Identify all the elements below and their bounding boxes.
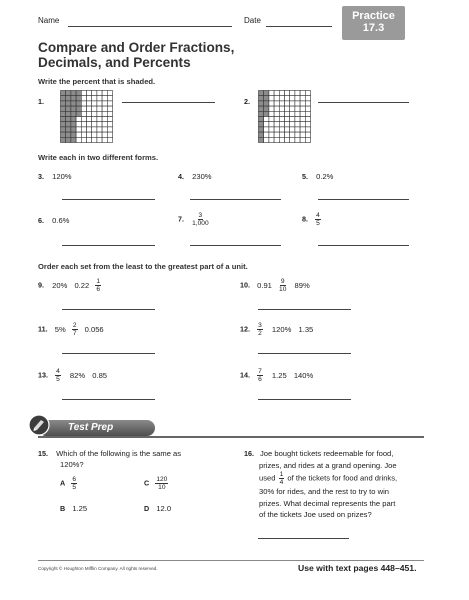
grid-cell xyxy=(97,96,102,101)
grid-cell-shaded xyxy=(71,111,76,116)
grid-cell xyxy=(285,127,290,132)
grid-cell xyxy=(102,106,107,111)
grid-cell-shaded xyxy=(66,106,71,111)
grid-cell-shaded xyxy=(71,117,76,122)
grid-cell xyxy=(305,101,310,106)
grid-cell xyxy=(305,122,310,127)
grid-cell xyxy=(300,117,305,122)
grid-cell xyxy=(107,101,112,106)
grid-cell xyxy=(279,137,284,142)
answer-line[interactable] xyxy=(62,353,155,354)
problem-4: 4. 230% xyxy=(178,172,212,181)
grid-cell xyxy=(81,117,86,122)
grid-cell-shaded xyxy=(76,106,81,111)
practice-badge xyxy=(342,6,405,40)
test-prep-rule xyxy=(38,436,424,438)
grid-cell xyxy=(300,127,305,132)
grid-cell xyxy=(300,101,305,106)
grid-cell xyxy=(274,111,279,116)
grid-cell xyxy=(279,127,284,132)
grid-cell xyxy=(264,132,269,137)
grid-cell xyxy=(279,132,284,137)
grid-cell xyxy=(81,127,86,132)
grid-cell xyxy=(92,91,97,96)
page-title xyxy=(38,40,234,70)
grid-cell xyxy=(102,117,107,122)
grid-cell-shaded xyxy=(71,132,76,137)
fraction: $\frac{3}{1,000}$ xyxy=(192,212,209,227)
answer-line[interactable] xyxy=(62,199,155,200)
grid-cell xyxy=(87,106,92,111)
grid-cell xyxy=(97,91,102,96)
grid-cell xyxy=(269,101,274,106)
grid-cell xyxy=(107,137,112,142)
grid-cell xyxy=(295,101,300,106)
grid-cell xyxy=(269,137,274,142)
grid-cell xyxy=(87,122,92,127)
grid-cell xyxy=(92,137,97,142)
grid-cell-shaded xyxy=(264,96,269,101)
grid-cell xyxy=(295,137,300,142)
problem-14: 14. $\frac{7}{6}$ 1.25 140% xyxy=(240,368,314,383)
grid-cell xyxy=(92,127,97,132)
grid-cell-shaded xyxy=(71,96,76,101)
fraction: $\frac{2}{7}$ xyxy=(72,322,77,337)
grid-cell xyxy=(107,132,112,137)
fraction: $\frac{9}{10}$ xyxy=(279,278,287,293)
grid-cell-shaded xyxy=(76,96,81,101)
answer-line[interactable] xyxy=(62,399,155,400)
grid-cell xyxy=(295,127,300,132)
grid-cell-shaded xyxy=(264,101,269,106)
grid-cell xyxy=(102,111,107,116)
grid-cell-shaded xyxy=(61,137,66,142)
grid-cell xyxy=(290,101,295,106)
grid-cell xyxy=(295,122,300,127)
grid-cell-shaded xyxy=(61,111,66,116)
grid-cell xyxy=(81,137,86,142)
grid-cell xyxy=(274,122,279,127)
problem-8: 8. $\frac{4}{5}$ xyxy=(302,212,320,227)
grid-cell xyxy=(81,122,86,127)
grid-cell xyxy=(269,117,274,122)
grid-cell xyxy=(264,127,269,132)
grid-cell xyxy=(305,106,310,111)
answer-line-1[interactable] xyxy=(122,102,215,103)
grid-cell xyxy=(274,101,279,106)
grid-cell-shaded xyxy=(259,127,264,132)
grid-cell xyxy=(102,137,107,142)
problem-11: 11. 5% $\frac{2}{7}$ 0.056 xyxy=(38,322,104,337)
grid-cell xyxy=(264,122,269,127)
answer-line[interactable] xyxy=(190,245,281,246)
grid-cell xyxy=(92,111,97,116)
grid-cell xyxy=(274,127,279,132)
fraction: $\frac{4}{5}$ xyxy=(316,212,320,227)
option-d[interactable]: D 12.0 xyxy=(144,504,172,513)
fraction: $\frac{4}{5}$ xyxy=(56,368,60,383)
grid-cell-shaded xyxy=(66,96,71,101)
fraction: $\frac{1}{6}$ xyxy=(96,278,101,293)
grid-cell xyxy=(92,122,97,127)
problem-10: 10. 0.91 $\frac{9}{10}$ 89% xyxy=(240,278,310,293)
grid-cell xyxy=(87,91,92,96)
grid-cell xyxy=(285,111,290,116)
grid-cell xyxy=(295,96,300,101)
grid-cell xyxy=(107,111,112,116)
grid-cell-shaded xyxy=(76,111,81,116)
option-a[interactable]: A $\frac{6}{5}$ xyxy=(60,476,76,491)
grid-cell-shaded xyxy=(71,122,76,127)
badge-title: Practice xyxy=(352,10,395,22)
grid-cell xyxy=(279,96,284,101)
grid-cell xyxy=(107,122,112,127)
grid-cell xyxy=(81,91,86,96)
grid-cell xyxy=(285,117,290,122)
fraction: $\frac{6}{5}$ xyxy=(72,476,76,491)
grid-cell xyxy=(290,122,295,127)
answer-line[interactable] xyxy=(190,199,281,200)
copyright: Copyright © Houghton Mifflin Company. All rights reserved. xyxy=(38,566,158,571)
grid-cell-shaded xyxy=(66,101,71,106)
footer-rule xyxy=(38,560,424,561)
answer-line[interactable] xyxy=(258,538,349,539)
pencil-check-icon xyxy=(28,414,50,436)
grid-cell-shaded xyxy=(66,91,71,96)
grid-cell xyxy=(290,117,295,122)
grid-cell xyxy=(269,122,274,127)
grid-cell-shaded xyxy=(264,91,269,96)
grid-cell-shaded xyxy=(259,132,264,137)
problem-9: 9. 20% 0.22 $\frac{1}{6}$ xyxy=(38,278,101,293)
grid-cell xyxy=(81,96,86,101)
grid-cell xyxy=(279,101,284,106)
grid-cell xyxy=(107,91,112,96)
answer-line[interactable] xyxy=(258,399,351,400)
grid-cell-shaded xyxy=(61,122,66,127)
grid-cell-shaded xyxy=(61,101,66,106)
grid-cell xyxy=(107,106,112,111)
section-1-heading: Write the percent that is shaded. xyxy=(38,77,156,86)
grid-cell xyxy=(305,91,310,96)
grid-cell xyxy=(305,96,310,101)
grid-cell xyxy=(279,91,284,96)
grid-cell xyxy=(295,132,300,137)
grid-cell xyxy=(290,91,295,96)
grid-cell-shaded xyxy=(61,96,66,101)
grid-cell-shaded xyxy=(66,117,71,122)
grid-cell xyxy=(102,101,107,106)
grid-cell-shaded xyxy=(259,117,264,122)
grid-cell-shaded xyxy=(264,106,269,111)
grid-cell xyxy=(97,122,102,127)
grid-cell-shaded xyxy=(66,137,71,142)
grid-cell xyxy=(290,132,295,137)
grid-cell-shaded xyxy=(61,132,66,137)
grid-cell xyxy=(295,106,300,111)
grid-cell-shaded xyxy=(66,111,71,116)
grid-cell xyxy=(269,91,274,96)
grid-cell xyxy=(87,137,92,142)
grid-cell xyxy=(300,91,305,96)
grid-cell-shaded xyxy=(259,96,264,101)
hundred-grid-2 xyxy=(258,90,311,143)
grid-cell xyxy=(300,96,305,101)
grid-cell-shaded xyxy=(71,91,76,96)
grid-cell xyxy=(285,132,290,137)
grid-cell xyxy=(290,137,295,142)
grid-cell-shaded xyxy=(66,127,71,132)
hundred-grid-1 xyxy=(60,90,113,143)
grid-cell xyxy=(102,132,107,137)
grid-cell xyxy=(279,111,284,116)
answer-line[interactable] xyxy=(318,199,409,200)
grid-cell xyxy=(107,96,112,101)
grid-cell xyxy=(107,117,112,122)
text-pages-note: Use with text pages 448–451. xyxy=(298,563,417,573)
grid-cell xyxy=(295,91,300,96)
grid-cell xyxy=(305,117,310,122)
name-label: Name xyxy=(38,16,60,25)
grid-cell-shaded xyxy=(66,132,71,137)
grid-cell-shaded xyxy=(259,137,264,142)
grid-cell-shaded xyxy=(264,111,269,116)
problem-13: 13. $\frac{4}{5}$ 82% 0.85 xyxy=(38,368,108,383)
grid-cell xyxy=(305,132,310,137)
grid-cell xyxy=(295,117,300,122)
grid-cell xyxy=(274,91,279,96)
grid-cell xyxy=(300,132,305,137)
grid-cell xyxy=(290,96,295,101)
grid-cell xyxy=(102,127,107,132)
fraction: $\frac{7}{6}$ xyxy=(258,368,262,383)
grid-cell xyxy=(97,117,102,122)
grid-cell xyxy=(285,91,290,96)
fraction: $\frac{120}{10}$ xyxy=(156,476,168,491)
grid-cell xyxy=(102,96,107,101)
grid-cell xyxy=(102,91,107,96)
grid-cell xyxy=(290,111,295,116)
section-2-heading: Write each in two different forms. xyxy=(38,153,159,162)
grid-cell xyxy=(300,122,305,127)
grid-cell-shaded xyxy=(71,127,76,132)
problem-number: 1. xyxy=(38,97,44,106)
grid-cell-shaded xyxy=(259,122,264,127)
grid-cell xyxy=(87,127,92,132)
grid-cell xyxy=(285,122,290,127)
grid-cell xyxy=(87,132,92,137)
grid-cell xyxy=(81,101,86,106)
grid-cell-shaded xyxy=(61,91,66,96)
grid-cell xyxy=(274,137,279,142)
grid-cell xyxy=(92,96,97,101)
grid-cell xyxy=(269,111,274,116)
grid-cell xyxy=(81,106,86,111)
name-field[interactable] xyxy=(68,26,232,27)
grid-cell xyxy=(285,101,290,106)
grid-cell-shaded xyxy=(71,101,76,106)
grid-cell xyxy=(92,106,97,111)
grid-cell xyxy=(97,137,102,142)
grid-cell xyxy=(290,106,295,111)
grid-cell xyxy=(97,101,102,106)
grid-cell xyxy=(97,111,102,116)
grid-cell xyxy=(285,96,290,101)
test-prep-banner: Test Prep xyxy=(38,420,155,436)
grid-cell xyxy=(279,106,284,111)
grid-cell xyxy=(76,117,81,122)
grid-cell xyxy=(305,127,310,132)
grid-cell xyxy=(300,137,305,142)
grid-cell-shaded xyxy=(61,127,66,132)
grid-cell xyxy=(97,127,102,132)
option-b[interactable]: B 1.25 xyxy=(60,504,88,513)
grid-cell xyxy=(87,96,92,101)
grid-cell xyxy=(264,137,269,142)
answer-line[interactable] xyxy=(318,245,409,246)
grid-cell-shaded xyxy=(259,106,264,111)
answer-line[interactable] xyxy=(62,245,155,246)
grid-cell xyxy=(269,132,274,137)
grid-cell-shaded xyxy=(76,101,81,106)
fraction: $\frac{1}{4}$ xyxy=(279,471,284,487)
grid-cell xyxy=(76,137,81,142)
answer-line-2[interactable] xyxy=(318,102,409,103)
grid-cell-shaded xyxy=(259,91,264,96)
grid-cell xyxy=(274,132,279,137)
grid-cell xyxy=(76,122,81,127)
grid-cell-shaded xyxy=(71,106,76,111)
grid-cell xyxy=(274,96,279,101)
grid-cell xyxy=(274,117,279,122)
title-line-1: Compare and Order Fractions, xyxy=(38,40,235,55)
grid-cell xyxy=(264,117,269,122)
problem-5: 5. 0.2% xyxy=(302,172,334,181)
question-16: 16. Joe bought tickets redeemable for food, prizes, and rides at a grand opening. Joe used $\frac{1}{4}$ of the tickets for food and drinks, 30% for rides, and the rest to try to win prizes. What decimal represents the part of the tickets Joe used on prizes? xyxy=(244,449,398,520)
grid-cell xyxy=(269,96,274,101)
grid-cell xyxy=(300,106,305,111)
grid-cell xyxy=(87,117,92,122)
grid-cell xyxy=(300,111,305,116)
problem-6: 6. 0.6% xyxy=(38,216,70,225)
grid-cell xyxy=(274,106,279,111)
date-field[interactable] xyxy=(266,26,332,27)
grid-cell xyxy=(97,106,102,111)
badge-number: 17.3 xyxy=(362,22,385,34)
grid-cell xyxy=(279,122,284,127)
date-label: Date xyxy=(244,16,261,25)
problem-3: 3. 120% xyxy=(38,172,72,181)
grid-cell xyxy=(102,122,107,127)
grid-cell xyxy=(87,101,92,106)
grid-cell-shaded xyxy=(71,137,76,142)
grid-cell-shaded xyxy=(61,117,66,122)
problem-number: 2. xyxy=(244,97,250,106)
grid-cell xyxy=(305,137,310,142)
grid-cell xyxy=(92,132,97,137)
grid-cell xyxy=(81,132,86,137)
grid-cell-shaded xyxy=(259,101,264,106)
grid-cell xyxy=(269,106,274,111)
grid-cell xyxy=(269,127,274,132)
fraction: $\frac{3}{2}$ xyxy=(258,322,262,337)
grid-cell xyxy=(305,111,310,116)
grid-cell xyxy=(97,132,102,137)
answer-line[interactable] xyxy=(258,353,351,354)
option-c[interactable]: C $\frac{120}{10}$ xyxy=(144,476,168,491)
grid-cell xyxy=(76,132,81,137)
grid-cell xyxy=(76,127,81,132)
grid-cell xyxy=(87,111,92,116)
grid-cell xyxy=(295,111,300,116)
title-line-2: Decimals, and Percents xyxy=(38,55,191,70)
grid-cell xyxy=(285,137,290,142)
grid-cell-shaded xyxy=(76,91,81,96)
grid-cell-shaded xyxy=(259,111,264,116)
answer-line[interactable] xyxy=(258,309,351,310)
problem-7: 7. $\frac{3}{1,000}$ xyxy=(178,212,209,227)
grid-cell xyxy=(290,127,295,132)
grid-cell xyxy=(107,127,112,132)
grid-cell xyxy=(279,117,284,122)
grid-cell-shaded xyxy=(61,106,66,111)
problem-12: 12. $\frac{3}{2}$ 120% 1.35 xyxy=(240,322,314,337)
answer-line[interactable] xyxy=(62,309,155,310)
section-3-heading: Order each set from the least to the greatest part of a unit. xyxy=(38,262,248,271)
grid-cell xyxy=(285,106,290,111)
grid-cell xyxy=(92,117,97,122)
grid-cell xyxy=(92,101,97,106)
grid-cell-shaded xyxy=(66,122,71,127)
question-15: 15. Which of the following is the same as 120%? xyxy=(38,449,182,469)
grid-cell xyxy=(81,111,86,116)
